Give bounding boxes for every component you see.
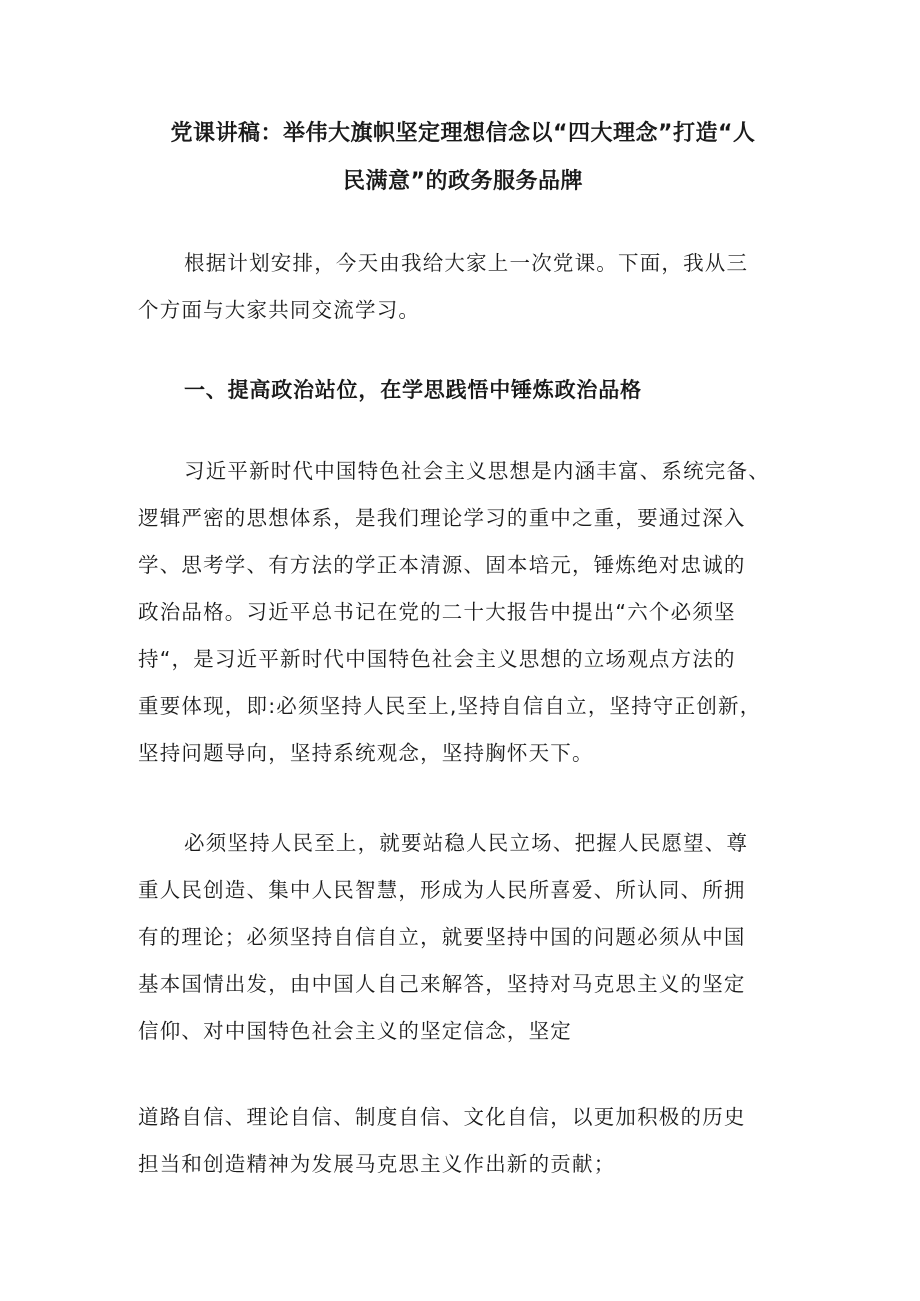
text-line: 逻辑严密的思想体系，是我们理论学习的重中之重，要通过深入 <box>138 506 746 530</box>
text-line: 持“，是习近平新时代中国特色社会主义思想的立场观点方法的 <box>138 647 736 671</box>
text-line: 个方面与大家共同交流学习。 <box>138 298 421 322</box>
title-line: 党课讲稿：举伟大旗帜坚定理想信念以“四大理念”打造“人 <box>170 121 756 146</box>
text-line: 道路自信、理论自信、制度自信、文化自信，以更加积极的历史 <box>138 1105 746 1129</box>
text-line: 重人民创造、集中人民智慧，形成为人民所喜爱、所认同、所拥 <box>138 878 746 902</box>
text-line: 担当和创造精神为发展马克思主义作出新的贡献； <box>138 1152 616 1176</box>
text-line: 根据计划安排，今天由我给大家上一次党课。下面，我从三 <box>184 251 749 275</box>
text-line: 信仰、对中国特色社会主义的坚定信念，坚定 <box>138 1019 572 1043</box>
body-paragraph-3 <box>138 1094 798 1188</box>
text-line: 习近平新时代中国特色社会主义思想是内涵丰富、系统完备、 <box>184 459 770 483</box>
text-line: 重要体现，即:必须坚持人民至上,坚持自信自立，坚持守正创新， <box>138 694 762 718</box>
section-heading: 一、提高政治站位，在学思践悟中锤炼政治品格 <box>184 378 642 402</box>
text-line: 有的理论；必须坚持自信自立，就要坚持中国的问题必须从中国 <box>138 925 746 949</box>
intro-paragraph <box>138 240 798 334</box>
body-paragraph-2 <box>138 820 798 1055</box>
text-line: 政治品格。习近平总书记在党的二十大报告中提出“六个必须坚 <box>138 600 736 624</box>
body-paragraph-1 <box>138 448 798 777</box>
text-line: 学、思考学、有方法的学正本清源、固本培元，锤炼绝对忠诚的 <box>138 553 746 577</box>
title-line: 民满意”的政务服务品牌 <box>343 169 583 194</box>
document-title <box>138 110 788 206</box>
text-line: 必须坚持人民至上，就要站稳人民立场、把握人民愿望、尊 <box>184 831 749 855</box>
text-line: 坚持问题导向，坚持系统观念，坚持胸怀天下。 <box>138 741 594 765</box>
text-line: 基本国情出发，由中国人自己来解答，坚持对马克思主义的坚定 <box>138 972 746 996</box>
